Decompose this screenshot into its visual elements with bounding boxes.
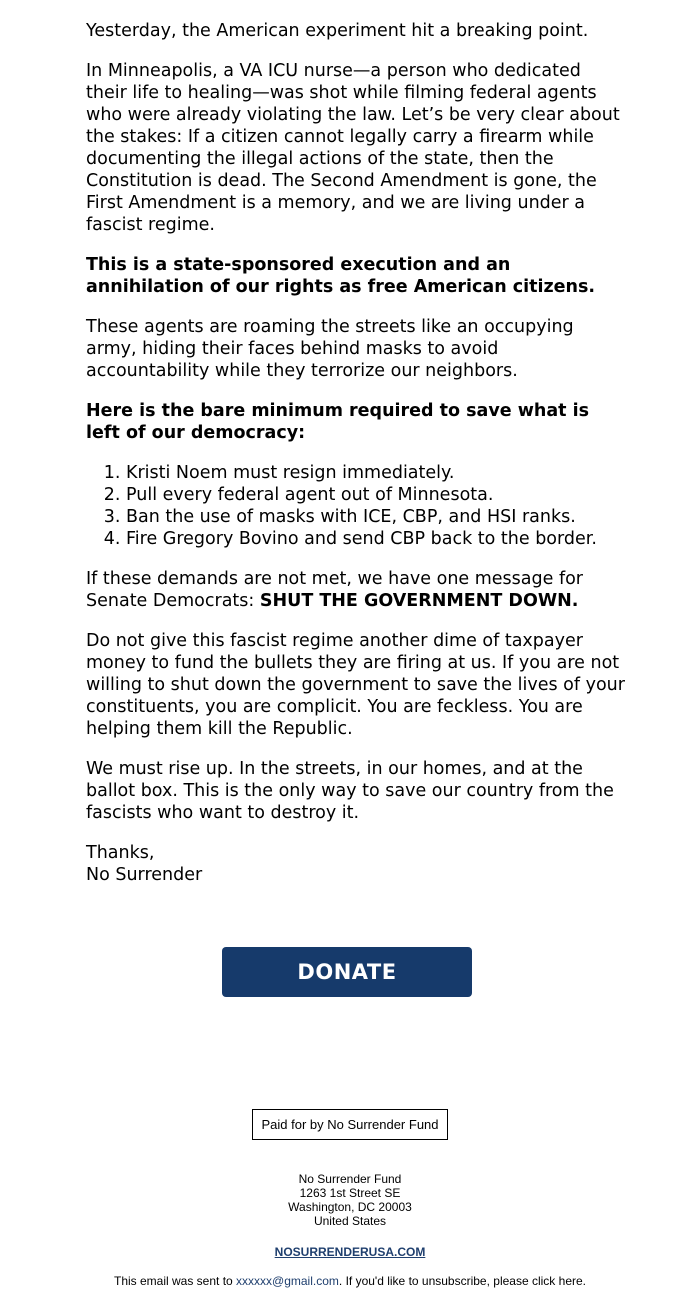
signoff: [86, 842, 626, 886]
mailing-address: [0, 1172, 700, 1228]
signoff-thanks: Thanks,: [86, 843, 155, 863]
demand-item: 2. Pull every federal agent out of Minnesota.: [126, 484, 626, 506]
paid-for-disclaimer: Paid for by No Surrender Fund: [252, 1109, 447, 1140]
country: United States: [313, 1214, 387, 1228]
rise-up-paragraph: We must rise up. In the streets, in our homes, and at the ballot box. This is the only way to save our country from the fascists who want to destroy it.: [86, 759, 614, 823]
street-address: 1263 1st Street SE: [299, 1186, 401, 1200]
demand-item: 1. Kristi Noem must resign immediately.: [126, 462, 626, 484]
demand-item: 4. Fire Gregory Bovino and send CBP back to the border.: [126, 528, 626, 550]
unsubscribe-text[interactable]: . If you'd like to unsubscribe, please click here.: [338, 1274, 586, 1288]
recipient-email-link[interactable]: xxxxxx@gmail.com: [236, 1274, 339, 1288]
bold-statement: This is a state-sponsored execution and an annihilation of our rights as free American citizens.: [86, 255, 596, 297]
paid-for-disclaimer-wrapper: [0, 1109, 700, 1140]
email-body: [86, 20, 626, 904]
taxpayer-paragraph: Do not give this fascist regime another dime of taxpayer money to fund the bullets they are firing at us. If you are not willing to shut down the government to save the lives of your constituents, you are complicit. You are feckless. You are helping them kill the Republic.: [86, 631, 625, 739]
city-state-zip: Washington, DC 20003: [288, 1200, 412, 1214]
sent-to-lead: This email was sent to: [113, 1274, 237, 1288]
donate-button[interactable]: DONATE: [222, 947, 472, 997]
consequence-lead: If these demands are not met, we have one message for Senate Democrats:: [86, 569, 584, 611]
website-link[interactable]: NOSURRENDERUSA.COM: [274, 1245, 426, 1259]
signoff-sender: No Surrender: [86, 865, 203, 885]
agents-paragraph: These agents are roaming the streets like an occupying army, hiding their faces behind masks to avoid accountability while they terrorize our neighbors.: [86, 317, 574, 381]
intro-paragraph: Yesterday, the American experiment hit a breaking point.: [86, 21, 589, 41]
demand-item: 3. Ban the use of masks with ICE, CBP, and HSI ranks.: [126, 506, 626, 528]
org-name: No Surrender Fund: [298, 1172, 402, 1186]
website-wrapper: [0, 1243, 700, 1261]
demands-consequence-paragraph: [86, 568, 626, 612]
demands-heading: Here is the bare minimum required to save what is left of our democracy:: [86, 401, 590, 443]
shutdown-demand: SHUT THE GOVERNMENT DOWN.: [259, 591, 579, 611]
demands-list: [86, 462, 626, 550]
unsubscribe-notice: [0, 1274, 700, 1288]
donate-button-wrapper: [222, 947, 472, 997]
minneapolis-paragraph: In Minneapolis, a VA ICU nurse—a person who dedicated their life to healing—was shot while filming federal agents who were already violating the law. Let’s be very clear about the stakes: If a citizen cannot legally carry a firearm while documenting the illegal actions of the state, then the Constitution is dead. The Second Amendment is gone, the First Amendment is a memory, and we are living under a fascist regime.: [86, 61, 620, 235]
